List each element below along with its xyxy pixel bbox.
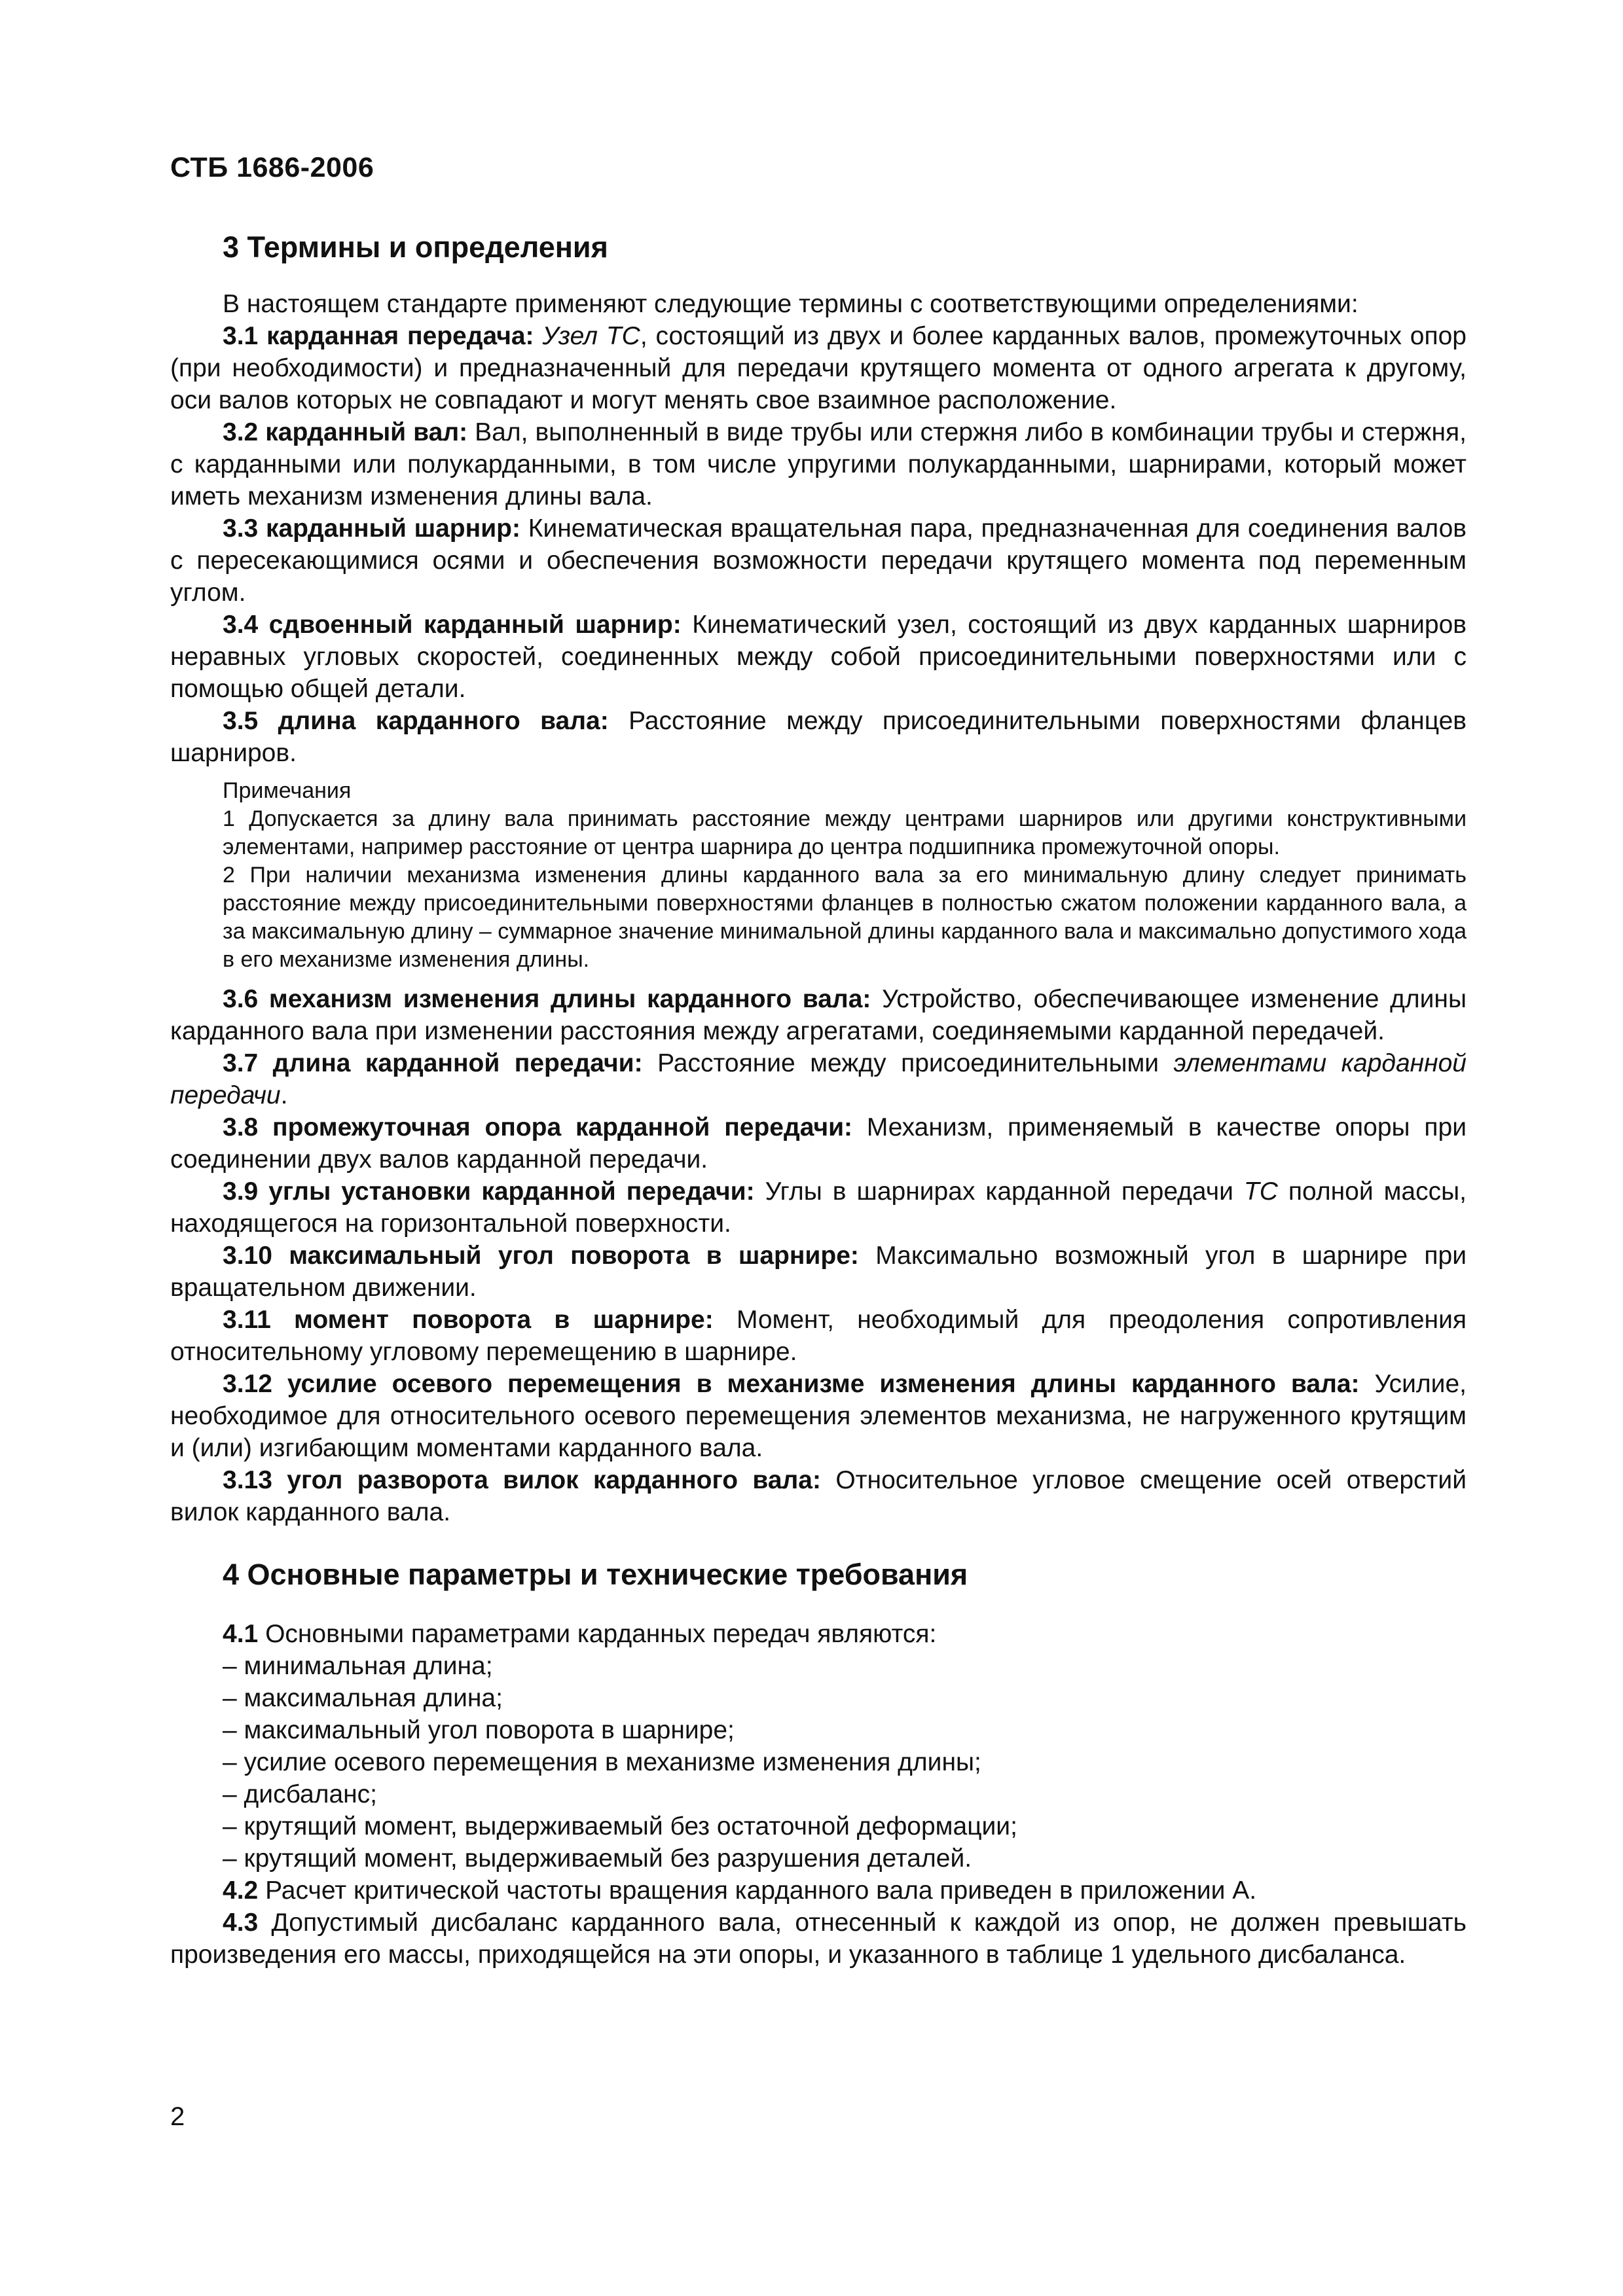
section-3-title: 3 Термины и определения	[223, 230, 608, 264]
note-item: 2 При наличии механизма изменения длины карданного вала за его минимальную длину следует принимать расстояние между присоединительными поверхностями фланцев в полностью сжатом положении карданного вала, а за максимальную длину – суммарное значение минимальной длины карданного вала и максимально допустимого хода в его механизме изменения длины.	[223, 863, 1467, 972]
document-header: СТБ 1686-2006	[170, 152, 374, 183]
term-3-2	[170, 416, 1467, 512]
term-3-4	[170, 609, 1467, 705]
note-item: 1 Допускается за длину вала принимать расстояние между центрами шарниров или другими конструктивными элементами, например расстояние от центра шарнира до центра подшипника промежуточной опоры.	[223, 806, 1467, 859]
term-3-5	[170, 705, 1467, 769]
clause-number: 4.1	[223, 1620, 259, 1648]
list-item: – минимальная длина;	[223, 1652, 493, 1680]
term-3-12	[170, 1368, 1467, 1464]
term-3-11	[170, 1304, 1467, 1368]
page-number: 2	[170, 2102, 185, 2131]
notes-heading: Примечания	[223, 778, 352, 803]
term-label: 3.12 усилие осевого перемещения в механизме изменения длины карданного вала:	[223, 1370, 1360, 1398]
term-italic: элементами карданной передачи	[170, 1049, 1467, 1109]
term-definition: Момент, необходимый для преодоления сопротивления относительному угловому перемещению в шарнире.	[170, 1306, 1467, 1366]
term-3-10	[170, 1240, 1467, 1304]
term-label: 3.6 механизм изменения длины карданного вала:	[223, 985, 871, 1013]
notes-block	[170, 777, 1467, 974]
term-definition: Максимально возможный угол в шарнире при вращательном движении.	[170, 1242, 1467, 1302]
term-label: 3.9 углы установки карданной передачи:	[223, 1177, 755, 1206]
intro-paragraph: В настоящем стандарте применяют следующие термины с соответствующими определениями:	[223, 290, 1359, 318]
term-italic: Узел ТС	[542, 322, 640, 350]
term-definition: Кинематический узел, состоящий из двух карданных шарниров неравных угловых скоростей, соединенных между собой присоединительными поверхностями или с помощью общей детали.	[170, 611, 1467, 703]
term-3-7	[170, 1047, 1467, 1111]
clause-text: Допустимый дисбаланс карданного вала, отнесенный к каждой из опор, не должен превышать произведения его массы, приходящейся на эти опоры, и указанного в таблице 1 удельного дисбаланса.	[170, 1909, 1467, 1969]
term-definition: Углы в шарнирах карданной передачи	[765, 1177, 1233, 1206]
term-3-1	[170, 320, 1467, 416]
clause-number: 4.3	[223, 1909, 259, 1937]
list-item: – максимальная длина;	[223, 1684, 503, 1712]
clause-number: 4.2	[223, 1876, 259, 1905]
term-label: 3.4 сдвоенный карданный шарнир:	[223, 611, 682, 639]
paragraph-4-1	[170, 1618, 1467, 1650]
term-3-3	[170, 512, 1467, 609]
term-label: 3.3 карданный шарнир:	[223, 514, 520, 543]
section-4-title: 4 Основные параметры и технические требования	[223, 1558, 968, 1591]
term-definition: Кинематическая вращательная пара, предназначенная для соединения валов с пересекающимися осями и обеспечения возможности передачи крутящего момента под переменным углом.	[170, 514, 1467, 607]
paragraph-4-2	[170, 1874, 1467, 1907]
term-definition: Механизм, применяемый в качестве опоры при соединении двух валов карданной передачи.	[170, 1113, 1467, 1174]
term-3-6	[170, 983, 1467, 1047]
list-item: – крутящий момент, выдерживаемый без остаточной деформации;	[223, 1812, 1017, 1840]
section-3-body	[170, 288, 1467, 1528]
term-definition: Расстояние между присоединительными	[657, 1049, 1159, 1077]
list-item: – крутящий момент, выдерживаемый без разрушения деталей.	[223, 1844, 972, 1873]
term-label: 3.7 длина карданной передачи:	[223, 1049, 643, 1077]
term-label: 3.1 карданная передача:	[223, 322, 534, 350]
term-label: 3.5 длина карданного вала:	[223, 707, 609, 735]
term-italic: ТС	[1243, 1177, 1278, 1206]
term-label: 3.2 карданный вал:	[223, 418, 468, 446]
term-definition: Относительное угловое смещение осей отверстий вилок карданного вала.	[170, 1466, 1467, 1526]
term-definition: Вал, выполненный в виде трубы или стержня либо в комбинации трубы и стержня, с карданными или полукарданными, в том числе упругими полукарданными, шарнирами, который может иметь механизм изменения длины вала.	[170, 418, 1467, 511]
term-label: 3.13 угол разворота вилок карданного вала:	[223, 1466, 821, 1494]
term-definition: Устройство, обеспечивающее изменение длины карданного вала при изменении расстояния между агрегатами, соединяемыми карданной передачей.	[170, 985, 1467, 1045]
term-3-8	[170, 1111, 1467, 1175]
list-item: – дисбаланс;	[223, 1780, 378, 1808]
paragraph-4-3	[170, 1907, 1467, 1971]
list-item: – максимальный угол поворота в шарнире;	[223, 1716, 735, 1744]
term-definition: Расстояние между присоединительными поверхностями фланцев шарниров.	[170, 707, 1467, 767]
term-label: 3.10 максимальный угол поворота в шарнире:	[223, 1242, 859, 1270]
clause-text: Расчет критической частоты вращения карданного вала приведен в приложении А.	[265, 1876, 1257, 1905]
section-4-body	[170, 1618, 1467, 1971]
term-definition: Усилие, необходимое для относительного осевого перемещения элементов механизма, не нагруженного крутящим и (или) изгибающим моментами карданного вала.	[170, 1370, 1467, 1462]
term-definition: , состоящий из двух и более карданных валов, промежуточных опор (при необходимости) и предназначенный для передачи крутящего момента от одного агрегата к другому, оси валов которых не совпадают и могут менять свое взаимное расположение.	[170, 322, 1467, 414]
term-tail: .	[280, 1081, 288, 1109]
list-item: – усилие осевого перемещения в механизме изменения длины;	[223, 1748, 981, 1776]
term-3-9	[170, 1175, 1467, 1240]
term-tail: полной массы, находящегося на горизонтальной поверхности.	[170, 1177, 1467, 1238]
clause-text: Основными параметрами карданных передач являются:	[265, 1620, 937, 1648]
term-label: 3.8 промежуточная опора карданной передачи:	[223, 1113, 853, 1141]
term-label: 3.11 момент поворота в шарнире:	[223, 1306, 714, 1334]
term-3-13	[170, 1464, 1467, 1528]
